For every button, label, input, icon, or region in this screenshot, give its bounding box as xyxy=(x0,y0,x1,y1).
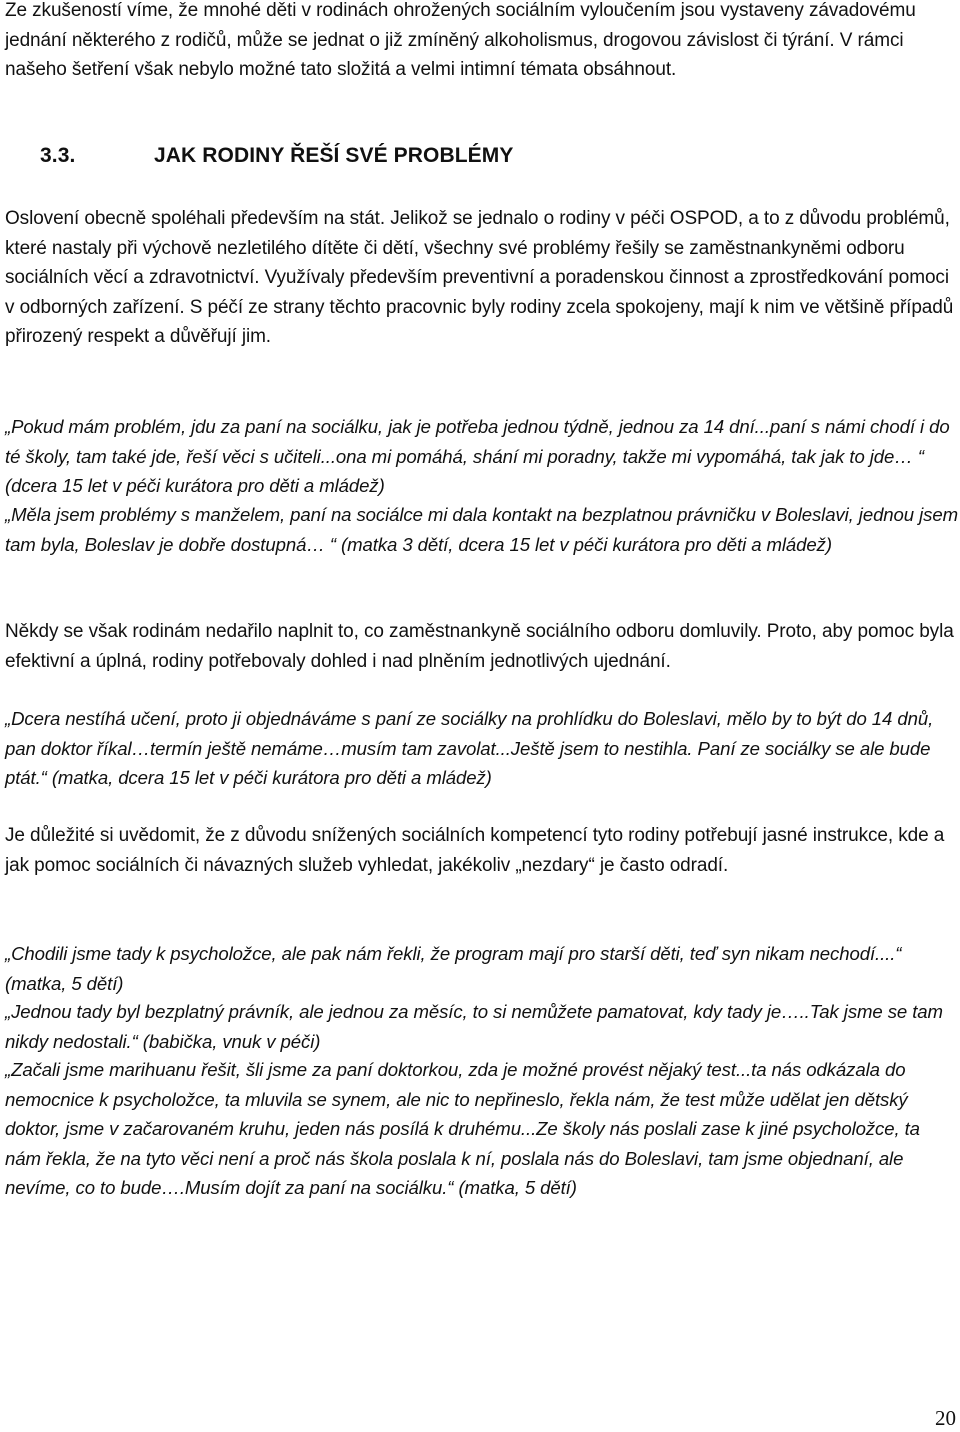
quote-daughter: „Pokud mám problém, jdu za paní na sociálku, jak je potřeba jednou týdně, jednou za 14 dní...paní s námi chodí i do té školy, tam také jde, řeší věci s učiteli...ona mi pomáhá, shání mi poradny, takže mi vypomáhá, tak jak to jde… “ (dcera 15 let v péči kurátora pro děti a mládež) xyxy=(5,416,950,496)
quote-daughter-exam: „Dcera nestíhá učení, proto ji objednáváme s paní ze sociálky na prohlídku do Boleslavi, mělo by to být do 14 dnů, pan doktor říkal…termín ještě nemáme…musím tam zavolat...Ještě jsem to nestihla. Paní ze sociálky se ale bude ptát.“ (matka, dcera 15 let v péči kurátora pro děti a mládež) xyxy=(5,708,934,788)
section-heading xyxy=(40,144,513,168)
quote-mother-lawyer: „Měla jsem problémy s manželem, paní na sociálce mi dala kontakt na bezplatnou právničku v Boleslavi, jednou jsem tam byla, Boleslav je dobře dostupná… “ (matka 3 dětí, dcera 15 let v péči kurátora pro děti a mládež) xyxy=(5,504,958,555)
paragraph-supervision: Někdy se však rodinám nedařilo naplnit to, co zaměstnankyně sociálního odboru domluvily. Proto, aby pomoc byla efektivní a úplná, rodiny potřebovaly dohled i nad plněním jednotlivých ujednání. xyxy=(5,621,954,672)
paragraph-clear-instructions: Je důležité si uvědomit, že z důvodu snížených sociálních kompetencí tyto rodiny potřebují jasné instrukce, kde a jak pomoc sociálních či návazných služeb vyhledat, jakékoliv „nezdary“ je často odradí. xyxy=(5,825,945,876)
page-number: 20 xyxy=(935,1406,956,1430)
paragraph-state-reliance: Oslovení obecně spoléhali především na stát. Jelikož se jednalo o rodiny v péči OSPOD, a to z důvodu problémů, které nastaly při výchově nezletilého dítěte či dětí, všechny své problémy řešily se zaměstnankyněmi odboru sociálních věcí a zdravotnictví. Využívaly především preventivní a poradenskou činnost a zprostředkování pomoci v odborných zařízení. S péčí ze strany těchto pracovnic byly rodiny zcela spokojeny, mají k nim ve většině případů přirozený respekt a důvěřují jim. xyxy=(5,208,954,347)
quote-psychologist: „Chodili jsme tady k psycholožce, ale pak nám řekli, že program mají pro starší děti, teď syn nikam nechodí....“ (matka, 5 dětí) xyxy=(5,943,902,994)
section-title: JAK RODINY ŘEŠÍ SVÉ PROBLÉMY xyxy=(154,144,514,167)
section-number: 3.3. xyxy=(40,144,76,167)
intro-paragraph: Ze zkušeností víme, že mnohé děti v rodinách ohrožených sociálním vyloučením jsou vystaveny závadovému jednání některého z rodičů, může se jednat o již zmíněný alkoholismus, drogovou závislost či týrání. V rámci našeho šetření však nebylo možné tato složitá a velmi intimní témata obsáhnout. xyxy=(5,0,916,80)
quote-grandmother-lawyer: „Jednou tady byl bezplatný právník, ale jednou za měsíc, to si nemůžete pamatovat, kdy tady je…..Tak jsme se tam nikdy nedostali.“ (babička, vnuk v péči) xyxy=(5,1001,943,1052)
quote-marihuana: „Začali jsme marihuanu řešit, šli jsme za paní doktorkou, zda je možné provést nějaký test...ta nás odkázala do nemocnice k psycholožce, ta mluvila se synem, ale nic to nepřineslo, řekla nám, že test může udělat jen dětský doktor, jsme v začarovaném kruhu, jeden nás posílá k druhému...Ze školy nás poslali zase k jiné psycholožce, ta nám řekla, že na tyto věci není a proč nás škola poslala k ní, poslala nás do Boleslavi, tam jsme objednaní, ale nevíme, co to bude….Musím dojít za paní na sociálku.“ (matka, 5 dětí) xyxy=(5,1059,920,1198)
